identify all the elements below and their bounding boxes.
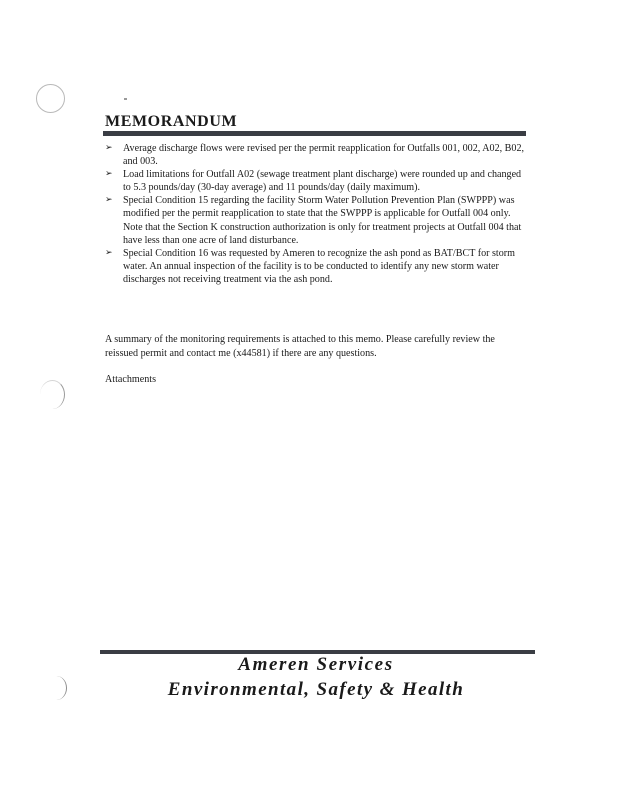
- list-item: [105, 142, 525, 168]
- title-rule: [103, 131, 526, 136]
- change-list: [105, 142, 525, 286]
- list-item: [105, 247, 525, 286]
- list-item-text: Average discharge flows were revised per the permit reapplication for Outfalls 001, 002, A02, B02, and 003.: [123, 143, 525, 168]
- arrow-bullet-icon: ➢: [105, 169, 113, 180]
- footer-department: Environmental, Safety & Health: [167, 679, 465, 700]
- footer-company: Ameren Services: [238, 654, 394, 675]
- memo-title: MEMORANDUM: [105, 113, 238, 130]
- binder-hole-top: [36, 84, 65, 113]
- arrow-bullet-icon: ➢: [105, 195, 113, 206]
- attachments-label: Attachments: [105, 374, 157, 385]
- list-item: [105, 168, 525, 194]
- list-item: [105, 194, 525, 246]
- binder-hole-middle: [40, 380, 65, 409]
- scan-speck: [124, 98, 127, 100]
- list-item-text: Special Condition 15 regarding the facility Storm Water Pollution Prevention Plan (SWPPP) was modified per the permit reapplication to state that the SWPPP is applicable for Outfall 004 only. Note that the Section K construction authorization is only for treatment projects at Outfall 004 that have less than one acre of land disturbance.: [123, 195, 522, 246]
- arrow-bullet-icon: ➢: [105, 247, 113, 258]
- list-item-text: Load limitations for Outfall A02 (sewage treatment plant discharge) were rounded up and changed to 5.3 pounds/day (30-day average) and 11 pounds/day (daily maximum).: [123, 169, 522, 194]
- summary-paragraph: A summary of the monitoring requirements is attached to this memo. Please carefully review the reissued permit and contact me (x44581) if there are any questions.: [105, 334, 495, 359]
- list-item-text: Special Condition 16 was requested by Ameren to recognize the ash pond as BAT/BCT for storm water. An annual inspection of the facility is to be conducted to identify any new storm water discharges not receiving treatment via the ash pond.: [123, 247, 515, 285]
- arrow-bullet-icon: ➢: [105, 143, 113, 153]
